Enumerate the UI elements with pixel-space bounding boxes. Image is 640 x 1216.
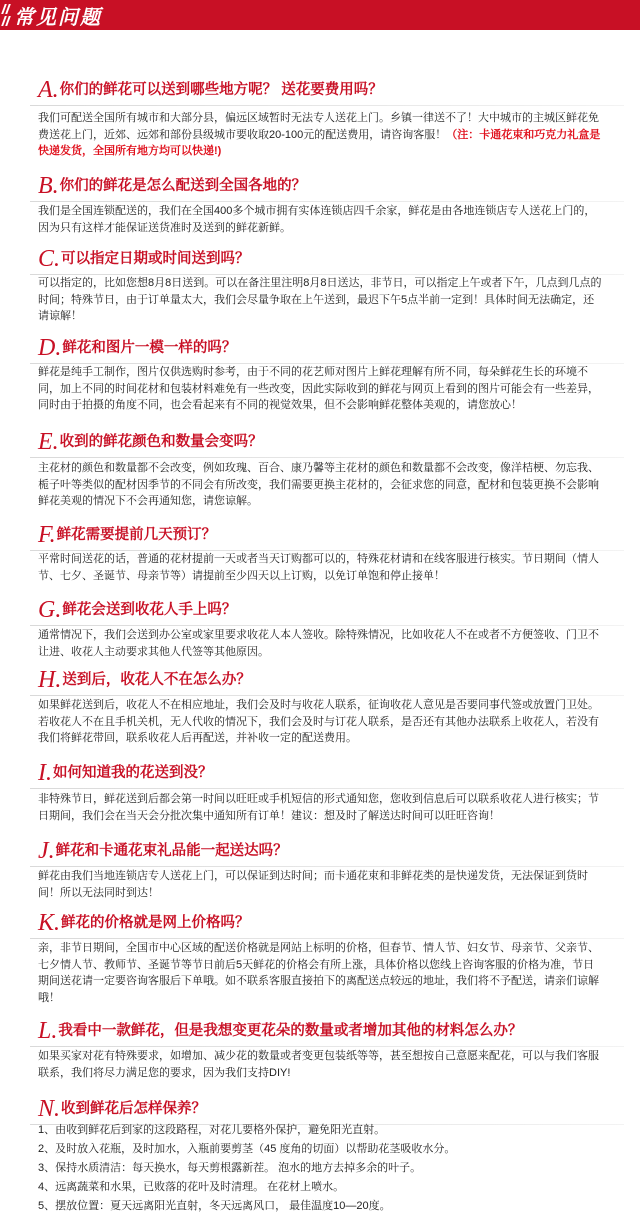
answer-note: （注：卡通花束和巧克力礼盒是快递发货，全国所有地方均可以快递!) <box>38 128 601 157</box>
faq-question-f <box>0 519 640 547</box>
faq-question-i <box>0 757 640 785</box>
faq-question-b <box>0 170 640 198</box>
divider <box>30 866 624 867</box>
faq-question-e <box>0 426 640 454</box>
question-text: 鲜花和图片一模一样的吗？ <box>62 340 237 356</box>
list-item: 5、摆放位置：夏天远离阳光直射，冬天远离风口， 最佳温度10—20度。 <box>38 1200 391 1212</box>
question-text: 收到的鲜花颜色和数量会变吗？ <box>59 434 263 450</box>
answer-text: 我们是全国连锁配送的，我们在全国400多个城市拥有实体连锁店四千余家，鲜花是由各地连锁店专人送花上门的，因为只有这样才能保证送货准时及送到的鲜花新鲜。 <box>38 205 596 234</box>
answer-text: 主花材的颜色和数量都不会改变，例如玫瑰、百合、康乃馨等主花材的颜色和数量都不会改变，像洋桔梗、勿忘我、栀子叶等类似的配材因季节的不同会有所改变，我们需要更换主花材的，会征求您的同意，配材和包装更换不会影响鲜花美观的情况下不会再通知您，请您谅解。 <box>38 462 599 507</box>
question-letter: E. <box>38 429 59 455</box>
answer-text: 可以指定的，比如您想8月8日送到。可以在备注里注明8月8日送达，非节日，可以指定上午或者下午，几点到几点的时间；特殊节日，由于订单量太大，我们会尽量争取在上午送到，最迟下午5点半前一定到！具体时间无法确定，还请谅解！ <box>38 277 602 322</box>
list-item: 1、由收到鲜花后到家的这段路程，对花儿要格外保护，避免阳光直射。 <box>38 1124 386 1136</box>
faq-question-c <box>0 243 640 271</box>
question-letter: J. <box>38 838 55 864</box>
faq-answer-k <box>38 940 604 1006</box>
question-letter: B. <box>38 173 59 199</box>
question-letter: F. <box>38 522 56 548</box>
header-banner <box>0 0 640 30</box>
faq-answer-i <box>38 791 604 824</box>
question-letter: A. <box>38 77 59 103</box>
faq-answer-g <box>38 627 604 660</box>
faq-answer-a <box>38 110 604 160</box>
list-item: 2、及时放入花瓶，及时加水，入瓶前要剪茎（45 度角的切面）以帮助花茎吸收水分。 <box>38 1143 456 1155</box>
divider <box>30 105 624 106</box>
faq-answer-n <box>38 1121 604 1216</box>
list-item: 3、保持水质清洁：每天换水，每天剪根露新茬。 泡水的地方去掉多余的叶子。 <box>38 1162 422 1174</box>
question-letter: L. <box>38 1018 58 1044</box>
faq-question-h <box>0 664 640 692</box>
list-item: 4、远离蔬菜和水果，已败落的花叶及时清理。 在花材上喷水。 <box>38 1181 345 1193</box>
faq-answer-e <box>38 460 604 510</box>
question-text: 我看中一款鲜花，但是我想变更花朵的数量或者增加其他的材料怎么办？ <box>58 1023 523 1039</box>
divider <box>30 457 624 458</box>
divider <box>30 695 624 696</box>
question-text: 如何知道我的花送到没？ <box>53 765 213 781</box>
faq-answer-f <box>38 551 604 584</box>
divider <box>30 625 624 626</box>
faq-answer-c <box>38 275 604 325</box>
faq-answer-b <box>38 203 604 236</box>
question-letter: D. <box>38 335 62 361</box>
answer-text: 非特殊节日，鲜花送到后都会第一时间以旺旺或手机短信的形式通知您，您收到信息后可以联系收花人进行核实；节日期间，我们会在当天会分批次集中通知所有订单！建议：想及时了解送达时间可以旺旺咨询！ <box>38 793 599 822</box>
question-text: 送到后，收花人不在怎么办？ <box>62 672 251 688</box>
faq-answer-h <box>38 697 604 747</box>
faq-question-a <box>0 74 640 102</box>
faq-question-k <box>0 907 640 935</box>
answer-text: 平常时间送花的话，普通的花材提前一天或者当天订购都可以的，特殊花材请和在线客服进行核实。节日期间（情人节、七夕、圣诞节、母亲节等）请提前至少四天以上订购，以免订单饱和停止接单！ <box>38 553 599 582</box>
faq-question-l <box>0 1015 640 1043</box>
faq-answer-j <box>38 868 604 901</box>
faq-question-j <box>0 835 640 863</box>
question-letter: I. <box>38 760 52 786</box>
question-letter: K. <box>38 910 61 936</box>
page-title: 常见问题 <box>14 6 102 29</box>
divider <box>30 938 624 939</box>
question-text: 你们的鲜花是怎么配送到全国各地的？ <box>59 178 307 194</box>
question-text: 可以指定日期或时间送到吗？ <box>61 251 250 267</box>
answer-text: 如果买家对花有特殊要求，如增加、减少花的数量或者变更包装纸等等，甚至想按自己意愿来配花，可以与我们客服联系，我们将尽力满足您的要求，因为我们支持DIY! <box>38 1050 599 1079</box>
answer-text: 鲜花是纯手工制作，图片仅供选购时参考，由于不同的花艺师对图片上鲜花理解有所不同，每朵鲜花生长的环境不同，加上不同的时间花材和包装材料难免有一些改变，因此实际收到的鲜花与网页上看到的图片可能会有一些差异，同时由于拍摄的角度不同，也会看起来有不同的视觉效果，但不会影响鲜花整体美观的，请您放心！ <box>38 366 599 411</box>
faq-answer-l <box>38 1048 604 1081</box>
faq-question-d <box>0 332 640 360</box>
question-text: 鲜花和卡通花束礼品能一起送达吗？ <box>55 843 288 859</box>
answer-text: 我们可配送全国所有城市和大部分县，偏远区域暂时无法专人送花上门。乡镇一律送不了！大中城市的主城区鲜花免费送花上门，近郊、远郊和部份县级城市要收取20-100元的配送费用，请咨询客服！ <box>38 112 599 141</box>
answer-text: 亲，非节日期间，全国市中心区域的配送价格就是网站上标明的价格，但春节、情人节、妇女节、母亲节、父亲节、七夕情人节、教师节、圣诞节等节日前后5天鲜花的价格会有所上涨，具体价格以您线上咨询客服的价格为准，节日期间送花请一定要咨询客服后下单哦。如不联系客服直接拍下的离配送点较远的地址，我们将不予配送，请亲们谅解哦！ <box>38 942 599 1004</box>
faq-question-g <box>0 594 640 622</box>
question-text: 鲜花需要提前几天预订？ <box>56 527 217 543</box>
question-text: 鲜花的价格就是网上价格吗？ <box>61 915 250 931</box>
faq-answer-d <box>38 364 604 414</box>
answer-text: 通常情况下，我们会送到办公室或家里要求收花人本人签收。除特殊情况，比如收花人不在或者不方便签收、门卫不让进、收花人主动要求其他人代签等其他原因。 <box>38 629 599 658</box>
question-text: 收到鲜花后怎样保养？ <box>61 1101 207 1117</box>
question-letter: G. <box>38 597 62 623</box>
question-text: 鲜花会送到收花人手上吗？ <box>62 602 237 618</box>
question-letter: H. <box>38 667 62 693</box>
care-tips-list <box>38 1121 604 1216</box>
divider <box>30 788 624 789</box>
divider <box>30 1046 624 1047</box>
banner-stripes-icon <box>3 4 11 26</box>
question-text: 你们的鲜花可以送到哪些地方呢？ 送花要费用吗？ <box>59 82 383 98</box>
faq-question-n <box>0 1093 640 1121</box>
question-letter: N. <box>38 1096 61 1122</box>
answer-text: 如果鲜花送到后，收花人不在相应地址，我们会及时与收花人联系，征询收花人意见是否要同事代签或放置门卫处。若收花人不在且手机关机，无人代收的情况下，我们会及时与订花人联系，是否还有其他办法联系上收花人，若没有我们将鲜花带回，联系收花人后再配送，并补收一定的配送费用。 <box>38 699 599 744</box>
question-letter: C. <box>38 246 61 272</box>
answer-text: 鲜花由我们当地连锁店专人送花上门，可以保证到达时间；而卡通花束和非鲜花类的是快递发货，无法保证到货时间！所以无法同时到达！ <box>38 870 588 899</box>
divider <box>30 201 624 202</box>
